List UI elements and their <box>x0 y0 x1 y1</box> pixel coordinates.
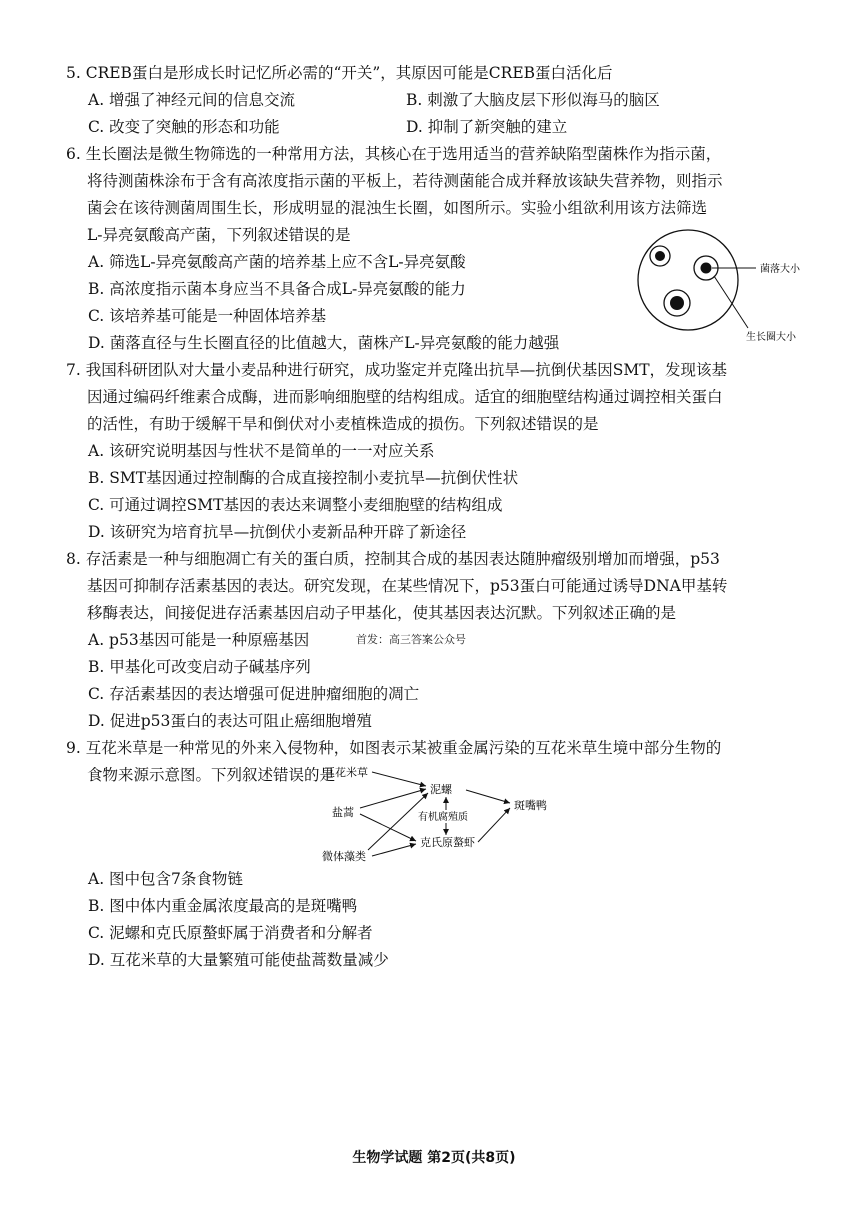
question-7-option-b: B. SMT基因通过控制酶的合成直接控制小麦抗旱—抗倒伏性状 <box>88 469 519 487</box>
question-5-option-c: C. 改变了突触的形态和功能 <box>88 118 280 136</box>
ring-size-label: 生长圈大小 <box>746 332 796 343</box>
question-8-option-c: C. 存活素基因的表达增强可促进肿瘤细胞的凋亡 <box>88 685 420 703</box>
food-web-diagram <box>318 760 588 872</box>
question-5-option-a: A. 增强了神经元间的信息交流 <box>88 91 296 109</box>
question-6-stem-line: 6. 生长圈法是微生物筛选的一种常用方法，其核心在于选用适当的营养缺陷型菌株作为指示菌， <box>66 145 722 163</box>
arrow-spartina-to-snail <box>372 772 426 786</box>
colony <box>655 251 665 261</box>
node-microalgae: 微体藻类 <box>322 850 366 863</box>
question-9-option-d: D. 互花米草的大量繁殖可能使盐蒿数量减少 <box>88 951 389 969</box>
question-8-stem-line: 基因可抑制存活素基因的表达。研究发现，在某些情况下，p53蛋白可能通过诱导DNA甲基转 <box>87 577 728 595</box>
question-9-stem-line: 9. 互花米草是一种常见的外来入侵物种，如图表示某被重金属污染的互花米草生境中部分生物的 <box>66 739 722 757</box>
question-7 <box>66 357 810 438</box>
question-6-option-b: B. 高浓度指示菌本身应当不具备合成L-异亮氨酸的能力 <box>88 280 466 298</box>
colony-size-label: 菌落大小 <box>760 264 800 275</box>
question-9-option-c: C. 泥螺和克氏原螯虾属于消费者和分解者 <box>88 924 373 942</box>
colony <box>670 296 684 310</box>
question-8-option-b: B. 甲基化可改变启动子碱基序列 <box>88 658 311 676</box>
page-footer: 生物学试题 第2页(共8页) <box>352 1150 516 1166</box>
question-7-option-a: A. 该研究说明基因与性状不是简单的一一对应关系 <box>88 442 435 460</box>
question-9-stem-line: 食物来源示意图。下列叙述错误的是 <box>87 766 336 784</box>
question-6-option-a: A. 筛选L-异亮氨酸高产菌的培养基上应不含L-异亮氨酸 <box>88 253 466 271</box>
question-8-stem-line: 移酶表达，间接促进存活素基因启动子甲基化，使其基因表达沉默。下列叙述正确的是 <box>87 604 677 622</box>
question-6-stem-line: L-异亮氨酸高产菌，下列叙述错误的是 <box>87 226 351 244</box>
question-7-stem-line: 7. 我国科研团队对大量小麦品种进行研究，成功鉴定并克隆出抗旱—抗倒伏基因SMT，发现该基 <box>66 361 728 379</box>
arrow-suaeda-to-snail <box>360 789 426 808</box>
petri-dish <box>638 230 738 330</box>
question-5-option-b: B. 刺激了大脑皮层下形似海马的脑区 <box>406 91 660 109</box>
arrow-algae-to-crayfish <box>372 844 416 856</box>
question-8-option-d: D. 促进p53蛋白的表达可阻止癌细胞增殖 <box>88 712 372 730</box>
node-mud-snail: 泥螺 <box>430 783 452 796</box>
question-5-option-d: D. 抑制了新突触的建立 <box>406 118 568 136</box>
question-9-option-b: B. 图中体内重金属浓度最高的是斑嘴鸭 <box>88 897 358 915</box>
question-9-option-a: A. 图中包含7条食物链 <box>88 870 243 888</box>
node-spartina: 互花米草 <box>324 766 368 779</box>
watermark-text: 首发：高三答案公众号 <box>356 633 466 646</box>
arrow-crayfish-to-duck <box>478 808 510 842</box>
ring-pointer <box>714 276 748 328</box>
question-7-stem-line: 因通过编码纤维素合成酶，进而影响细胞壁的结构组成。适宜的细胞壁结构通过调控相关蛋白 <box>87 388 723 406</box>
node-spot-billed-duck: 斑嘴鸭 <box>514 799 547 812</box>
node-crayfish: 克氏原螯虾 <box>420 836 475 849</box>
growth-ring-figure <box>620 228 820 350</box>
question-6-stem-line: 将待测菌株涂布于含有高浓度指示菌的平板上，若待测菌能合成并释放该缺失营养物，则指示 <box>87 172 723 190</box>
question-6-option-c: C. 该培养基可能是一种固体培养基 <box>88 307 327 325</box>
question-7-stem-line: 的活性，有助于缓解干旱和倒伏对小麦植株造成的损伤。下列叙述错误的是 <box>87 415 599 433</box>
node-humus: 有机腐殖质 <box>418 812 468 823</box>
colony <box>701 263 712 274</box>
arrow-suaeda-to-crayfish <box>360 814 416 841</box>
arrow-snail-to-duck <box>466 790 510 803</box>
node-suaeda: 盐蒿 <box>332 806 354 819</box>
question-6-stem-line: 菌会在该待测菌周围生长，形成明显的混浊生长圈，如图所示。实验小组欲利用该方法筛选 <box>87 199 708 217</box>
question-7-option-c: C. 可通过调控SMT基因的表达来调整小麦细胞壁的结构组成 <box>88 496 503 514</box>
question-8-option-a: A. p53基因可能是一种原癌基因 <box>88 631 310 649</box>
question-7-option-d: D. 该研究为培育抗旱—抗倒伏小麦新品种开辟了新途径 <box>88 523 467 541</box>
question-5-stem: 5. CREB蛋白是形成长时记忆所必需的“开关”，其原因可能是CREB蛋白活化后 <box>66 64 613 82</box>
question-5 <box>66 60 810 87</box>
question-8-stem-line: 8. 存活素是一种与细胞凋亡有关的蛋白质，控制其合成的基因表达随肿瘤级别增加而增强，p53 <box>66 550 720 568</box>
question-6-option-d: D. 菌落直径与生长圈直径的比值越大，菌株产L-异亮氨酸的能力越强 <box>88 334 560 352</box>
question-8 <box>66 546 810 627</box>
